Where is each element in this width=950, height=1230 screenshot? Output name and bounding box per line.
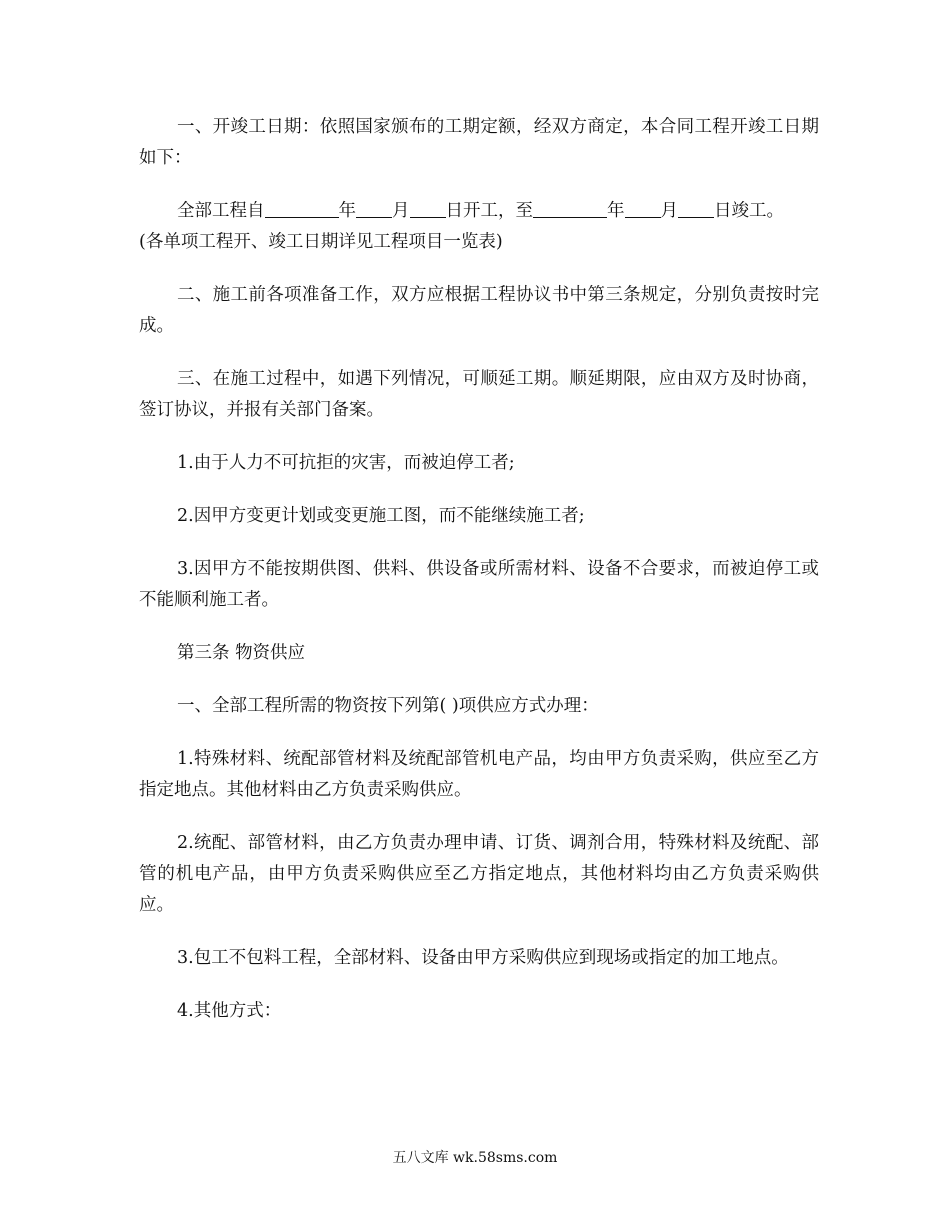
schedule-day-label-1: 日开工，至: [445, 201, 533, 221]
schedule-year-label-2: 年: [607, 201, 625, 221]
end-month-blank: [625, 200, 661, 219]
paragraph-schedule-line: [139, 196, 819, 258]
paragraph-extension-conditions: 三、在施工过程中，如遇下列情况，可顺延工期。顺延期限，应由双方及时协商，签订协议，并报有关部门备案。: [139, 369, 819, 420]
schedule-month-label-1: 月: [392, 201, 410, 221]
schedule-prefix: 全部工程自: [177, 201, 265, 221]
list-item-supply-option-4: 4.其他方式：: [177, 1001, 282, 1021]
list-item-plan-change: 2.因甲方变更计划或变更施工图，而不能继续施工者;: [177, 506, 585, 526]
schedule-day-label-2: 日竣工。: [714, 201, 784, 221]
schedule-month-label-2: 月: [660, 201, 678, 221]
schedule-year-label-1: 年: [338, 201, 356, 221]
paragraph-start-completion-dates: 一、开竣工日期：依照国家颁布的工期定额，经双方商定，本合同工程开竣工日期如下：: [139, 117, 819, 168]
list-item-force-majeure: 1.由于人力不可抗拒的灾害，而被迫停工者;: [177, 453, 515, 473]
end-year-blank: [533, 200, 607, 219]
paragraph-supply-method: 一、全部工程所需的物资按下列第( )项供应方式办理：: [177, 696, 599, 716]
paragraph-preparation-work: 二、施工前各项准备工作，双方应根据工程协议书中第三条规定，分别负责按时完成。: [139, 285, 819, 336]
document-body: [139, 112, 819, 1049]
end-day-blank: [678, 200, 714, 219]
start-year-blank: [265, 200, 339, 219]
start-day-blank: [410, 200, 446, 219]
list-item-supply-delay: 3.因甲方不能按期供图、供料、供设备或所需材料、设备不合要求，而被迫停工或不能顺利施工者。: [139, 559, 819, 610]
list-item-supply-option-3: 3.包工不包料工程，全部材料、设备由甲方采购供应到现场或指定的加工地点。: [177, 948, 789, 968]
schedule-note: (各单项工程开、竣工日期详见工程项目一览表): [139, 232, 503, 252]
section-heading-article-three: 第三条 物资供应: [177, 643, 306, 663]
page-footer: 五八文库 wk.58sms.com: [392, 1150, 558, 1166]
list-item-supply-option-2: 2.统配、部管材料，由乙方负责办理申请、订货、调剂合用，特殊材料及统配、部管的机电产品，由甲方负责采购供应至乙方指定地点，其他材料均由乙方负责采购供应。: [139, 833, 819, 915]
list-item-supply-option-1: 1.特殊材料、统配部管材料及统配部管机电产品，均由甲方负责采购，供应至乙方指定地点。其他材料由乙方负责采购供应。: [139, 749, 819, 800]
start-month-blank: [356, 200, 392, 219]
